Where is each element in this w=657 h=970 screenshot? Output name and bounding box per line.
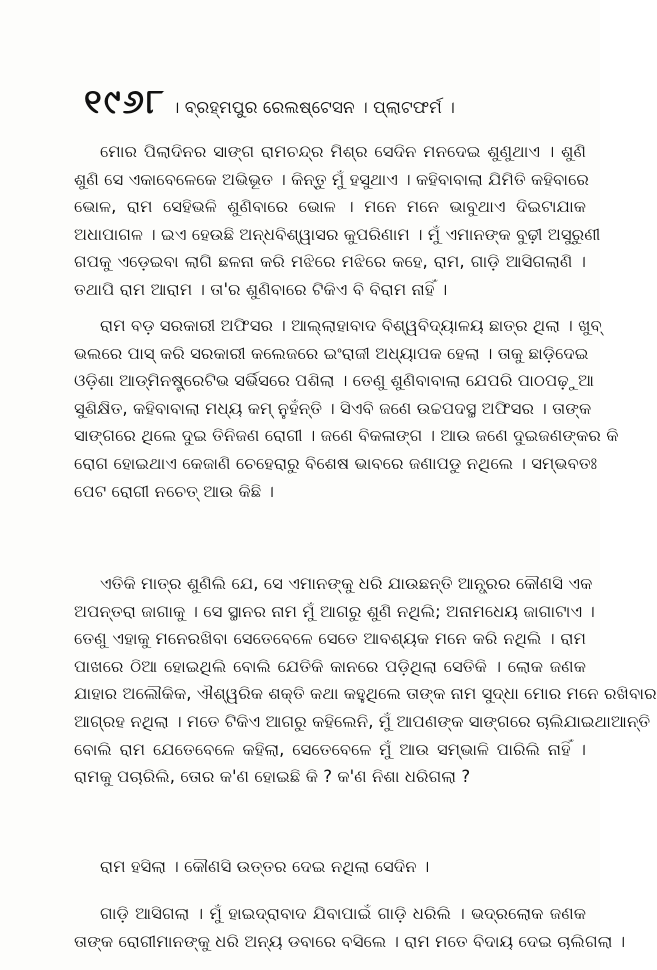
text-line: ପେଟ ରୋଗୀ ନଚେତ୍ ଆଉ କିଛି । [74,481,274,501]
text-line: ଶୁଣି ସେ ଏକାବେଳେକେ ଅଭିଭୂତ । କିନ୍ତୁ ମୁଁ ହସୁଥାଏ । କହିବାବାଲା ଯିମିତି କହିବାରେ [74,169,589,189]
text-line: ଏତିକି ମାତ୍ର ଶୁଣିଲି ଯେ, ସେ ଏମାନଙ୍କୁ ଧରି ଯାଉଛନ୍ତି ଆନ୍ଧ୍ରର କୌଣସି ଏକ [100,574,593,593]
text-line: ରାମ ହସିଲା । କୌଣସି ଉତ୍ତର ଦେଇ ନଥିଲା ସେଦିନ । [100,857,430,876]
chapter-year: ୧୯୬୮ [84,82,166,122]
text-line: ତଥାପି ରାମ ଆରାମ । ତା'ର ଶୁଣିବାରେ ଟିକିଏ ବି ବିରାମ ନାହିଁ । [74,279,448,299]
paragraph [74,900,626,955]
text-line: ଯାହାର ଅଲୌକିକ, ଐଶ୍ୱରିକ ଶକ୍ତି କଥା କହୁଥିଲେ ତାଙ୍କ ନାମ ସୁଦ୍ଧା ମୋର ମନେ ରଖିବାର [74,684,657,704]
paragraph [74,570,657,791]
chapter-header [84,82,584,122]
text-line: ରାମ ବଡ଼ ସରକାରୀ ଅଫିସର । ଆଲ୍ଲାହାବାଦ ବିଶ୍ୱବିଦ୍ୟାଳୟ ଛାତ୍ର ଥିଲା । ଖୁବ୍ [100,316,602,335]
text-line: ସାଙ୍ଗରେ ଥିଲେ ଦୁଇ ତିନିଜଣ ରୋଗୀ । ଜଣେ ବିକଳାଙ୍ଗ । ଆଉ ଜଣେ ଦୁଇଜଣଙ୍କର କି [74,426,619,446]
text-line: ଅଧାପାଗଳ । ଇଏ ହେଉଛି ଅନ୍ଧବିଶ୍ୱାସର କୁପରିଣାମ । ମୁଁ ଏମାନଙ୍କ ବୁଢ଼ୀ ଅସୁରୁଣୀ [74,224,601,244]
text-line: ଭଲରେ ପାସ୍ କରି ସରକାରୀ କଲେଜରେ ଇଂରାଜୀ ଅଧ୍ୟାପକ ହେଲା । ତାକୁ ଛାଡ଼ିଦେଇ [74,343,589,363]
text-line: ରାମକୁ ପଚାରିଲି, ତୋର କ'ଣ ହୋଇଛି କି ? କ'ଣ ନିଶା ଧରିଗଲା ? [74,767,471,787]
text-line: ଗାଡ଼ି ଆସିଗଲା । ମୁଁ ହାଇଦ୍ରାବାଦ ଯିବାପାଇଁ ଗାଡ଼ି ଧରିଲି । ଭଦ୍ରଲୋକ ଜଣକ [100,904,586,923]
text-line: ତାଙ୍କ ରୋଗୀମାନଙ୍କୁ ଧରି ଅନ୍ୟ ଡବାରେ ବସିଲେ । ରାମ ମତେ ବିଦାୟ ଦେଇ ଚାଲିଗଲା । [74,931,626,951]
text-line: ମୋର ପିଲାଦିନର ସାଙ୍ଗ ରାମଚନ୍ଦ୍ର ମିଶ୍ର ସେଦିନ ମନଦେଇ ଶୁଣୁଥାଏ । ଶୁଣି [100,142,586,161]
text-line: ଓଡ଼ିଶା ଆଡ୍‌ମିନଷ୍ଟ୍ରେଟିଭ ସର୍ଭିସରେ ପଶିଲା । ତେଣୁ ଶୁଣିବାବାଲା ଯେପରି ପାଠପଢ଼ୁଆ [74,371,595,391]
text-line: ଆଗ୍ରହ ନଥିଲା । ମତେ ଟିକିଏ ଆଗରୁ କହିଲେନି, ମୁଁ ଆପଣଙ୍କ ସାଙ୍ଗରେ ଚାଲିଯାଇଥାଆନ୍ତି [74,711,651,731]
text-line: ପାଖରେ ଠିଆ ହୋଇଥିଲି ବୋଲି ଯେତିକି କାନରେ ପଡ଼ିଥିଲା ସେତିକି । ଲୋକ ଜଣକ [74,656,586,676]
text-line: ରୋଗ ହୋଇଥାଏ କେଜାଣି ଚେହେରାରୁ ବିଶେଷ ଭାବରେ ଜଣାପଡୁ ନଥିଲେ । ସମ୍ଭବତଃ [74,453,598,473]
chapter-location: । ବ୍ରହ୍ମପୁର ରେଲଷ୍ଟେସନ । ପ୍ଲାଟଫର୍ମ । [171,98,455,118]
text-line: ବୋଲି ରାମ ଯେତେବେଳେ କହିଲା, ସେତେବେଳେ ମୁଁ ଆଉ ସମ୍ଭାଳି ପାରିଲି ନାହିଁ । [74,739,586,759]
text-line: ତେଣୁ ଏହାକୁ ମନେରଖିବା ସେତେବେଳେ ସେତେ ଆବଶ୍ୟକ ମନେ କରି ନଥିଲି । ରାମ [74,629,586,649]
paragraph [74,853,586,881]
paragraph [74,312,619,505]
paragraph [74,138,601,304]
text-line: ଅପନ୍ତରା ଜାଗାକୁ । ସେ ସ୍ଥାନର ନାମ ମୁଁ ଆଗରୁ ଶୁଣି ନଥିଲି; ଅନାମଧେୟ ଜାଗାଟାଏ । [74,601,595,621]
text-line: ସୁଶିକ୍ଷିତ, କହିବାବାଲା ମଧ୍ୟ କମ୍ ନୁହଁନ୍ତି । ସିଏବି ଜଣେ ଉଚ୍ଚପଦସ୍ଥ ଅଫିସର । ତାଙ୍କ [74,398,592,418]
text-line: ଗପକୁ ଏଡ଼େଇବା ଲାଗି ଛଳନା କରି ମଝିରେ ମଝିରେ କହେ, ରାମ, ଗାଡ଼ି ଆସିଗଲାଣି । [74,252,586,272]
text-line: ଭୋଳ, ରାମ ସେହିଭଳି ଶୁଣିବାରେ ଭୋଳ । ମନେ ମନେ ଭାବୁଥାଏ ଦିଇଟାଯାକ [74,197,586,217]
